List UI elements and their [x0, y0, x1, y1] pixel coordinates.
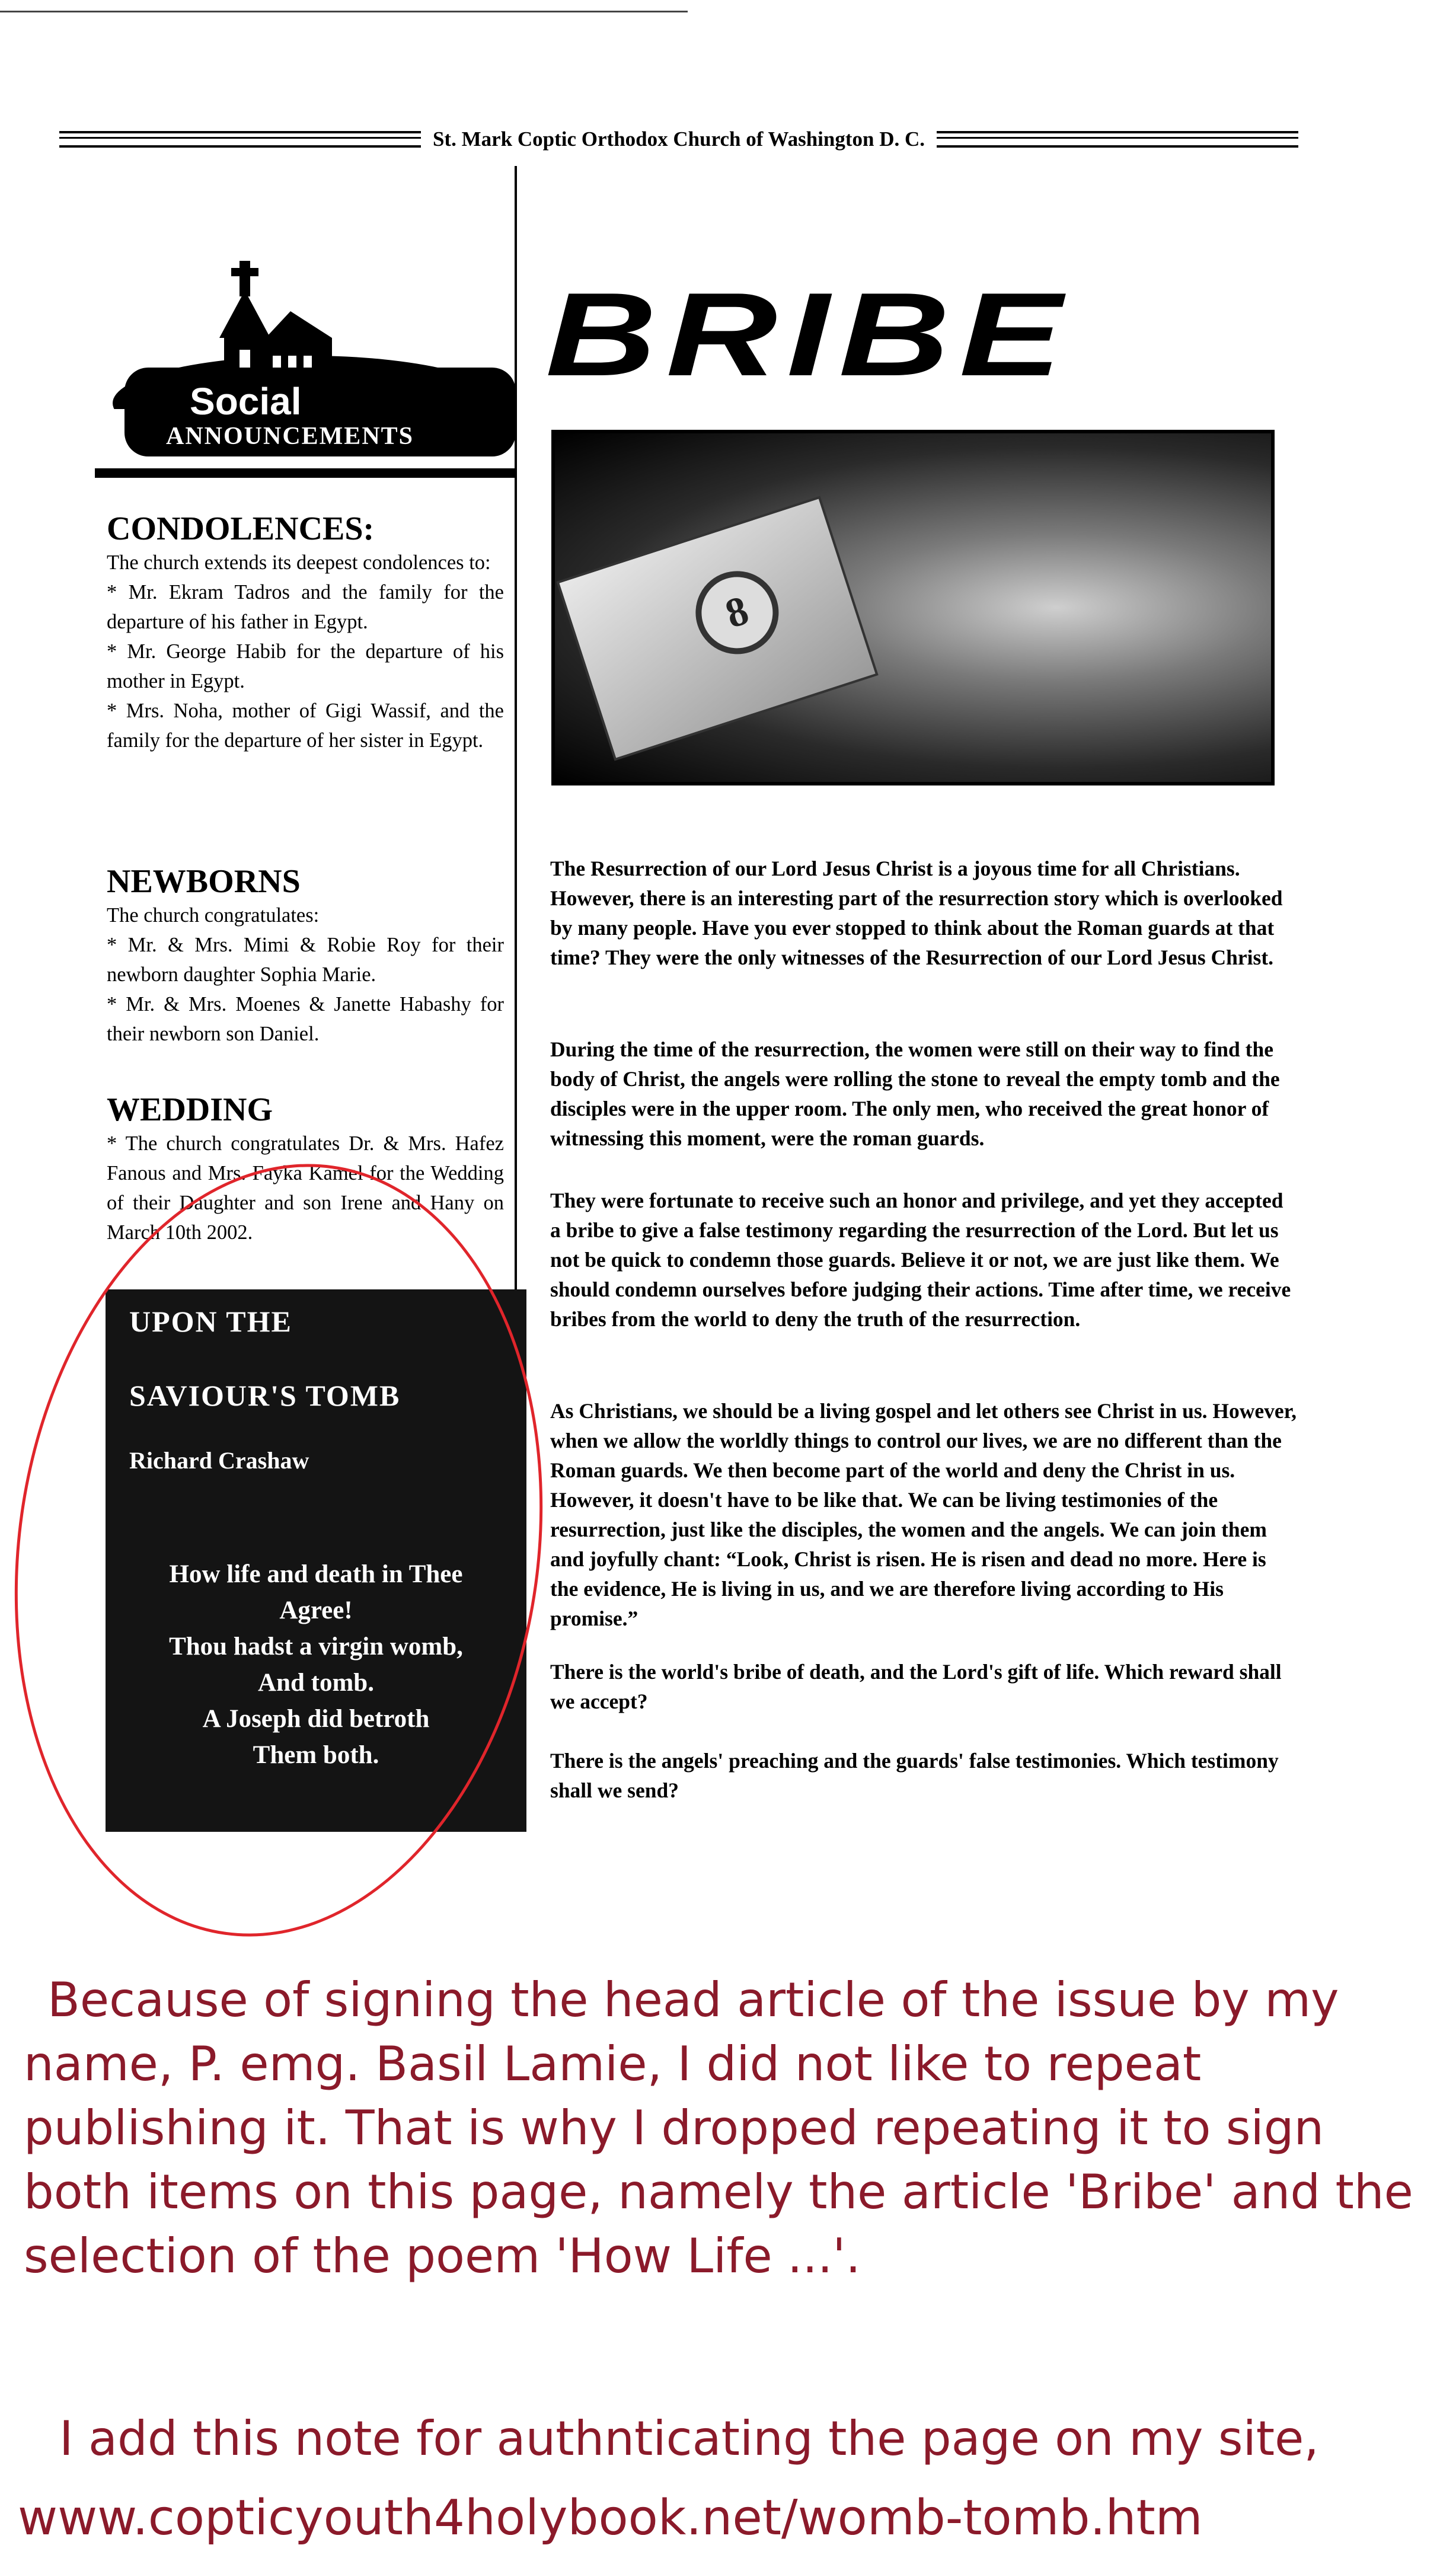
header-rule-right	[937, 131, 1298, 148]
section-title: CONDOLENCES:	[107, 510, 375, 547]
article-paragraph: They were fortunate to receive such an honor and privilege, and yet they accepted a bribe to give a false testimony regarding the resurrection of the Lord. But let us not be quick to condemn those guards. Believe it or not, we are just like them. We should condemn ourselves before judging their actions. Time after time, we receive bribes from the world to deny the truth of the resurrection.	[550, 1189, 1291, 1331]
section-paragraph: * Mr. & Mrs. Mimi & Robie Roy for their newborn daughter Sophia Marie.	[107, 934, 504, 986]
poem-title-line2: SAVIOUR'S TOMB	[129, 1379, 401, 1412]
poem-line: Them both.	[253, 1741, 379, 1769]
logo-label	[124, 368, 516, 456]
annotation-note: Because of signing the head article of the issue by my name, P. emg. Basil Lamie, I did not like to repeat publishing it. That is why I dropped repeating it to sign both items on this page, namely the article 'Bribe' and the selection of the poem 'How Life ...'.	[24, 1972, 1413, 2284]
article-title: BRIBE	[545, 269, 1071, 401]
dollar-bill-image	[556, 496, 878, 761]
poem-line: Agree!	[279, 1596, 353, 1624]
article-paragraph: There is the world's bribe of death, and the Lord's gift of life. Which reward shall we accept?	[550, 1660, 1282, 1713]
header-rule-left	[59, 131, 421, 148]
article-paragraph: There is the angels' preaching and the guards' false testimonies. Which testimony shall we send?	[550, 1749, 1279, 1802]
section-condolences	[107, 510, 504, 755]
section-paragraph: * Mrs. Noha, mother of Gigi Wassif, and the family for the departure of her sister in Egypt.	[107, 700, 504, 752]
article-paragraph: The Resurrection of our Lord Jesus Christ is a joyous time for all Christians. However, there is an interesting part of the resurrection story which is overlooked by many people. Have you ever stopped to think about the Roman guards at that time? They were the only witnesses of the Resurrection of our Lord Jesus Christ.	[550, 857, 1283, 969]
section-paragraph: * The church congratulates Dr. & Mrs. Hafez Fanous and Mrs. Fayka Kamel for the Wedding of their Daughter and son Irene and Hany on March 10th 2002.	[107, 1132, 504, 1244]
section-title: NEWBORNS	[107, 863, 301, 900]
site-url[interactable]: www.copticyouth4holybook.net/womb-tomb.htm	[18, 2490, 1203, 2546]
article-photo	[551, 430, 1275, 785]
poem-line: How life and death in Thee	[169, 1560, 463, 1588]
poem-author: Richard Crashaw	[129, 1447, 309, 1474]
article-paragraph: During the time of the resurrection, the women were still on their way to find the body of Christ, the angels were rolling the stone to reveal the empty tomb and the disciples were in the upper room. The only men, who received the great honor of witnessing this moment, were the roman guards.	[550, 1037, 1280, 1150]
section-paragraph: * Mr. George Habib for the departure of his mother in Egypt.	[107, 640, 504, 692]
bill-seal: 8	[685, 560, 789, 665]
poem-line: A Joseph did betroth	[202, 1705, 430, 1733]
newsletter-title: St. Mark Coptic Orthodox Church of Washington D. C.	[432, 127, 925, 151]
newsletter-header	[59, 122, 1298, 157]
logo-underline-bar	[95, 468, 516, 478]
social-announcements-logo	[95, 160, 516, 492]
poem-line: And tomb.	[258, 1669, 374, 1697]
section-paragraph: The church congratulates:	[107, 904, 320, 927]
section-title: WEDDING	[107, 1091, 273, 1128]
section-paragraph: * Mr. Ekram Tadros and the family for the departure of his father in Egypt.	[107, 581, 504, 633]
section-paragraph: * Mr. & Mrs. Moenes & Janette Habashy for their newborn son Daniel.	[107, 993, 504, 1045]
annotation-note-line: I add this note for authnticating the page on my site,	[59, 2411, 1319, 2466]
logo-announcements-text: ANNOUNCEMENTS	[166, 423, 414, 450]
scan-top-edge-line	[0, 11, 688, 12]
logo-social-text: Social	[190, 380, 302, 423]
poem-title-line1: UPON THE	[129, 1305, 292, 1338]
section-paragraph: The church extends its deepest condolences to:	[107, 551, 491, 574]
red-annotation-circle	[0, 1129, 591, 1971]
section-newborns	[107, 863, 504, 1049]
article-paragraph: As Christians, we should be a living gospel and let others see Christ in us. However, when we allow the worldly things to control our lives, we are no different than the Roman guards. We then become part of the world and deny the Christ in us. However, it doesn't have to be like that. We can be living testimonies of the resurrection, just like the disciples, the women and the angels. We can join them and joyfully chant: “Look, Christ is risen. He is risen and dead no more. Here is the evidence, He is living in us, and we are therefore living according to His promise.”	[550, 1399, 1297, 1630]
poem-line: Thou hadst a virgin womb,	[169, 1633, 463, 1661]
